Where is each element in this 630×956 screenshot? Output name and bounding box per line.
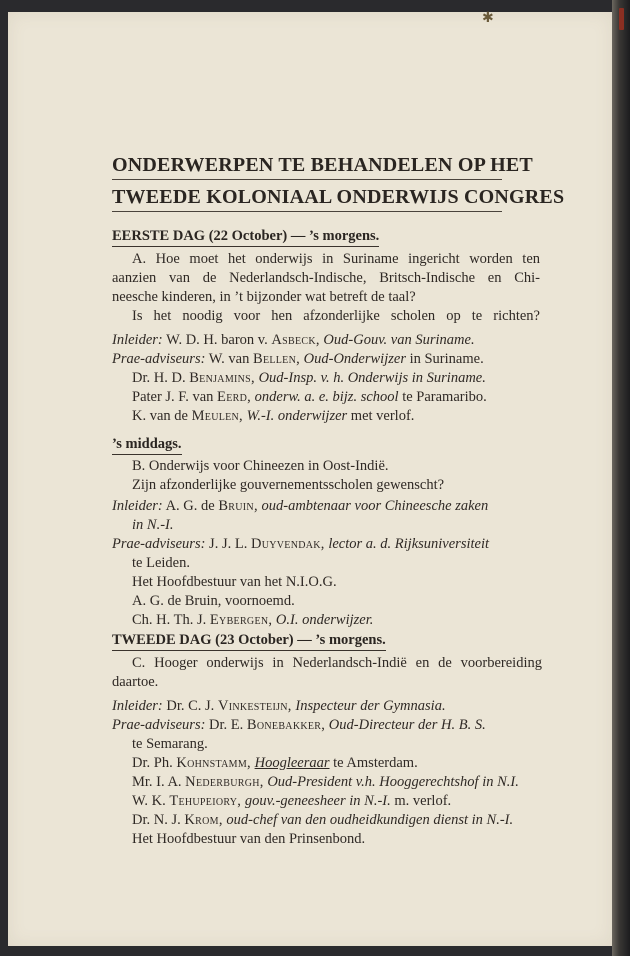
day1-adviseur-2: Dr. H. D. Benjamins, Oud-Insp. v. h. Onderwijs in Suriname.: [132, 370, 486, 386]
title-line-1: ONDERWERPEN TE BEHANDELEN OP HET: [112, 154, 502, 180]
day1-adviseur-4: K. van de Meulen, W.-I. onderwijzer met verlof.: [132, 408, 415, 424]
day2-adviseur-2: Dr. Ph. Kohnstamm, Hoogleeraar te Amsterdam.: [132, 755, 418, 771]
ink-mark: ✱: [482, 10, 494, 26]
day1-heading: EERSTE DAG (22 October) — ’s morgens.: [112, 228, 379, 247]
day2-adviseur-5: Dr. N. J. Krom, oud-chef van den oudheidkundigen dienst in N.-I.: [132, 812, 514, 828]
afternoon-heading: ’s middags.: [112, 436, 182, 455]
afternoon-adviseur-4: Ch. H. Th. J. Eybergen, O.I. onderwijzer.: [132, 612, 374, 628]
topic-a-line-4: Is het noodig voor hen afzonderlijke scholen op te richten?: [132, 308, 540, 324]
title-line-2: TWEEDE KOLONIAAL ONDERWIJS CONGRES: [112, 186, 502, 212]
topic-a-line-1: A. Hoe moet het onderwijs in Suriname ingericht worden ten: [132, 251, 540, 267]
day2-adviseur-1-cont: te Semarang.: [132, 736, 208, 752]
day2-heading: TWEEDE DAG (23 October) — ’s morgens.: [112, 632, 386, 651]
day1-inleider: Inleider: W. D. H. baron v. Asbeck, Oud-Gouv. van Suriname.: [112, 332, 475, 348]
topic-c-line-2: daartoe.: [112, 674, 159, 690]
topic-a-line-3: neesche kinderen, in ’t bijzonder wat betreft de taal?: [112, 289, 416, 305]
afternoon-adviseur-1: Prae-adviseurs: J. J. L. Duyvendak, lector a. d. Rijksuniversiteit: [112, 536, 490, 552]
day2-inleider: Inleider: Dr. C. J. Vinkesteijn, Inspecteur der Gymnasia.: [112, 698, 446, 714]
spine-marker: [619, 8, 624, 30]
afternoon-adviseur-3: A. G. de Bruin, voornoemd.: [132, 593, 295, 609]
day2-adviseur-6: Het Hoofdbestuur van den Prinsenbond.: [132, 831, 366, 847]
afternoon-inleider: Inleider: A. G. de Bruin, oud-ambtenaar voor Chineesche zaken: [112, 498, 489, 514]
day1-adviseur-1: Prae-adviseurs: W. van Bellen, Oud-Onderwijzer in Suriname.: [112, 351, 484, 367]
book-spine: [612, 0, 630, 956]
afternoon-inleider-cont: in N.-I.: [132, 517, 174, 533]
topic-b-line-1: B. Onderwijs voor Chineezen in Oost-Indië.: [132, 458, 389, 474]
topic-c-line-1: C. Hooger onderwijs in Nederlandsch-Indië en de voorbereiding: [132, 655, 542, 671]
day1-adviseur-3: Pater J. F. van Eerd, onderw. a. e. bijz. school te Paramaribo.: [132, 389, 487, 405]
afternoon-adviseur-1-cont: te Leiden.: [132, 555, 190, 571]
topic-a-line-2: aanzien van de Nederlandsch-Indische, Britsch-Indische en Chi-: [112, 270, 540, 286]
afternoon-adviseur-2: Het Hoofdbestuur van het N.I.O.G.: [132, 574, 337, 590]
day2-adviseur-1: Prae-adviseurs: Dr. E. Bonebakker, Oud-Directeur der H. B. S.: [112, 717, 486, 733]
topic-b-line-2: Zijn afzonderlijke gouvernementsscholen gewenscht?: [132, 477, 445, 493]
day2-adviseur-3: Mr. I. A. Nederburgh, Oud-President v.h. Hooggerechtshof in N.I.: [132, 774, 519, 790]
day2-adviseur-4: W. K. Tehupeiory, gouv.-geneesheer in N.-I. m. verlof.: [132, 793, 452, 809]
